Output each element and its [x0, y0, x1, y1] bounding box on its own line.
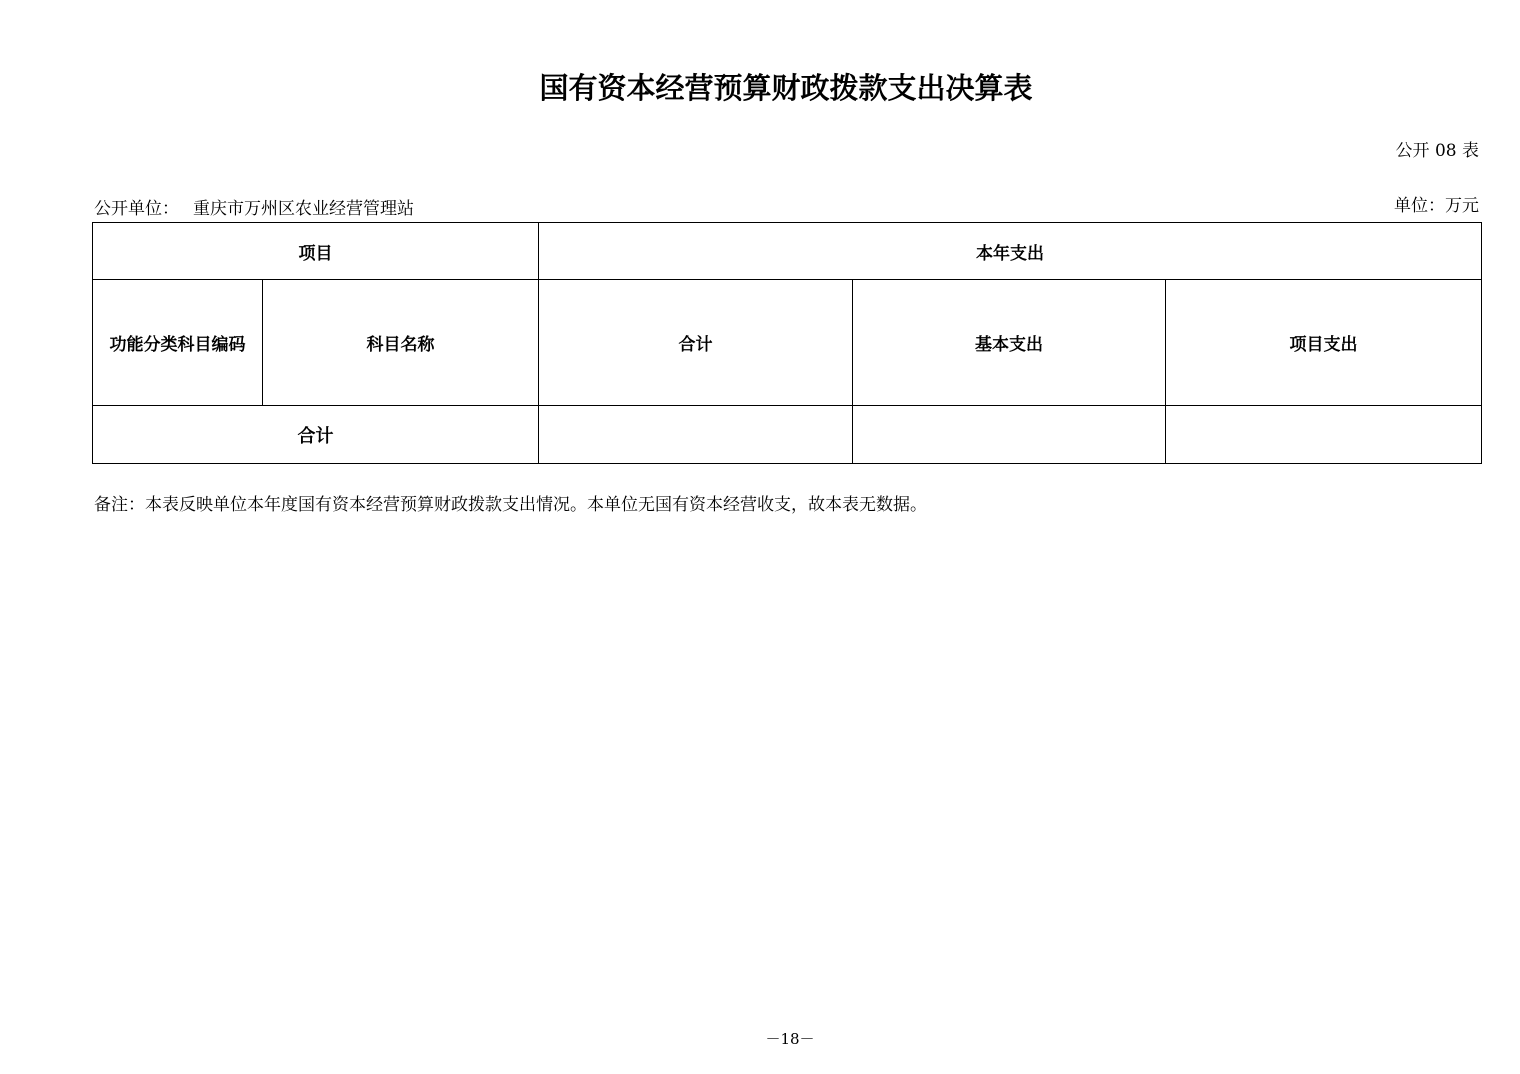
header-project: 项目 — [93, 223, 539, 280]
total-row-basic-cell — [853, 406, 1166, 464]
footnote: 备注：本表反映单位本年度国有资本经营预算财政拨款支出情况。本单位无国有资本经营收支，故本表无数据。 — [94, 495, 927, 515]
reporting-unit-name: 重庆市万州区农业经营管理站 — [193, 199, 414, 219]
header-function-code: 功能分类科目编码 — [93, 280, 263, 406]
table-number: 公开 08 表 — [1395, 141, 1479, 161]
page-title: 国有资本经营预算财政拨款支出决算表 — [539, 71, 1033, 105]
total-row-total-cell — [539, 406, 853, 464]
expense-table — [92, 222, 1482, 464]
total-row-project-cell — [1166, 406, 1482, 464]
header-row-2 — [93, 280, 1482, 406]
reporting-unit — [94, 194, 414, 219]
header-row-1 — [93, 223, 1482, 280]
header-current-year-expense: 本年支出 — [539, 223, 1482, 280]
total-row — [93, 406, 1482, 464]
header-total: 合计 — [539, 280, 853, 406]
total-row-label: 合计 — [93, 406, 539, 464]
header-basic-expense: 基本支出 — [853, 280, 1166, 406]
reporting-unit-label: 公开单位： — [94, 199, 179, 219]
currency-unit: 单位：万元 — [1394, 196, 1479, 216]
page-number: －18－ — [765, 1030, 815, 1048]
header-subject-name: 科目名称 — [263, 280, 539, 406]
header-project-expense: 项目支出 — [1166, 280, 1482, 406]
